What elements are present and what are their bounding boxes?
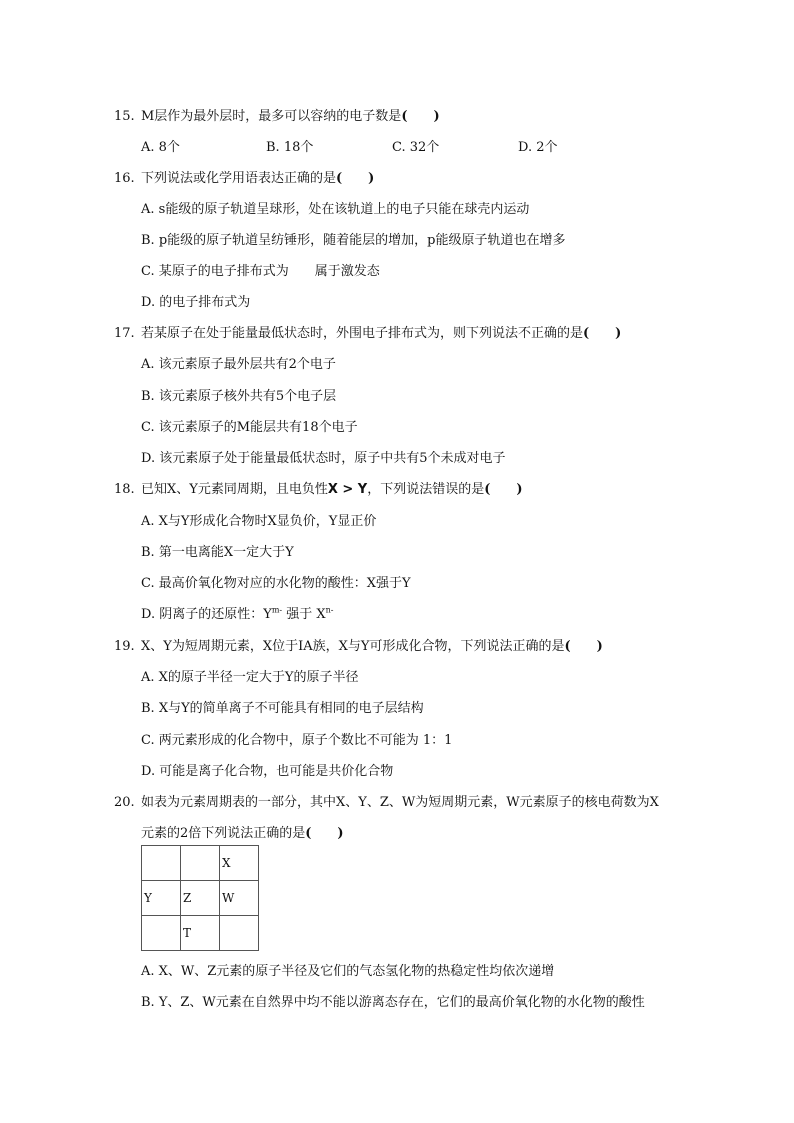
ion-charge: n- (325, 605, 334, 615)
table-row (142, 881, 259, 916)
table-cell: T (181, 916, 220, 951)
question-20-stem: 20. 如表为元素周期表的一部分，其中X、Y、Z、W为短周期元素，W元素原子的核电荷数为X (114, 795, 659, 810)
question-20-stem-continued: 元素的2倍下列说法正确的是( ) (141, 826, 344, 841)
question-15-stem: 15. M层作为最外层时，最多可以容纳的电子数是( ) (114, 109, 440, 124)
option-a: A. 8个 (141, 140, 180, 155)
option-d: D. 可能是离子化合物，也可能是共价化合物 (141, 764, 394, 779)
option-b: B. 该元素原子核外共有5个电子层 (141, 389, 337, 404)
option-d: D. 该元素原子处于能量最低状态时，原子中共有5个未成对电子 (141, 451, 506, 466)
table-cell (220, 916, 259, 951)
option-c: C. 某原子的电子排布式为 属于激发态 (141, 264, 380, 279)
option-b: B. X与Y的简单离子不可能具有相同的电子层结构 (141, 701, 424, 716)
option-c: C. 两元素形成的化合物中，原子个数比不可能为 1：1 (141, 733, 453, 748)
table-cell: Y (142, 881, 181, 916)
option-c: C. 32个 (392, 140, 440, 155)
option-c: C. 最高价氧化物对应的水化物的酸性：X强于Y (141, 576, 411, 591)
option-b: B. p能级的原子轨道呈纺锤形，随着能层的增加，p能级原子轨道也在增多 (141, 233, 566, 248)
option-a: A. X、W、Z元素的原子半径及它们的气态氢化物的热稳定性均依次递增 (141, 964, 555, 979)
table-cell: Z (181, 881, 220, 916)
option-d: D. 2个 (518, 140, 558, 155)
ion-charge: m- (271, 605, 283, 615)
option-b: B. 18个 (266, 140, 314, 155)
question-19-stem: 19. X、Y为短周期元素，X位于ⅠA族，X与Y可形成化合物，下列说法正确的是( ) (114, 639, 603, 654)
option-d: D. 的电子排布式为 (141, 295, 251, 310)
electronegativity-relation: X > Y (327, 482, 368, 497)
question-text: 如表为元素周期表的一部分，其中X、Y、Z、W为短周期元素，W元素原子的核电荷数为X (141, 795, 659, 810)
option-d: D. 阴离子的还原性：$Y^{m-}$ 强于 $X^{n-}$ (141, 605, 334, 622)
question-18-stem: 18. 已知X、Y元素同周期，且电负性X > Y，下列说法错误的是( ) (114, 482, 523, 497)
answer-parenthesis: ( ) (401, 109, 440, 124)
periodic-table-fragment (141, 845, 259, 951)
option-b: B. 第一电离能X一定大于Y (141, 545, 294, 560)
question-text: 已知X、Y元素同周期，且电负性 (141, 482, 328, 497)
table-cell (181, 846, 220, 881)
table-cell (142, 846, 181, 881)
option-c: C. 该元素原子的M能层共有18个电子 (141, 420, 358, 435)
answer-parenthesis: ( ) (484, 482, 523, 497)
question-text: M层作为最外层时，最多可以容纳的电子数是 (141, 109, 402, 124)
answer-parenthesis: ( ) (583, 326, 622, 341)
option-a: A. s能级的原子轨道呈球形，处在该轨道上的电子只能在球壳内运动 (141, 202, 530, 217)
table-cell: X (220, 846, 259, 881)
question-text: 下列说法或化学用语表达正确的是 (141, 171, 337, 186)
question-text: X、Y为短周期元素，X位于ⅠA族，X与Y可形成化合物，下列说法正确的是 (141, 639, 565, 654)
answer-parenthesis: ( ) (305, 826, 344, 841)
question-16-stem: 16. 下列说法或化学用语表达正确的是( ) (114, 171, 375, 186)
question-text: 若某原子在处于能量最低状态时，外围电子排布式为，则下列说法不正确的是 (141, 326, 584, 341)
option-a: A. X的原子半径一定大于Y的原子半径 (141, 670, 359, 685)
answer-parenthesis: ( ) (336, 171, 375, 186)
answer-parenthesis: ( ) (564, 639, 603, 654)
table-row (142, 916, 259, 951)
table-cell (142, 916, 181, 951)
question-17-stem: 17. 若某原子在处于能量最低状态时，外围电子排布式为，则下列说法不正确的是( ) (114, 326, 622, 341)
option-b: B. Y、Z、W元素在自然界中均不能以游离态存在，它们的最高价氧化物的水化物的酸性 (141, 995, 645, 1010)
question-text-tail: ，下列说法错误的是 (367, 482, 485, 497)
table-row (142, 846, 259, 881)
option-a: A. X与Y形成化合物时X显负价，Y显正价 (141, 514, 377, 529)
table-cell: W (220, 881, 259, 916)
option-a: A. 该元素原子最外层共有2个电子 (141, 357, 336, 372)
